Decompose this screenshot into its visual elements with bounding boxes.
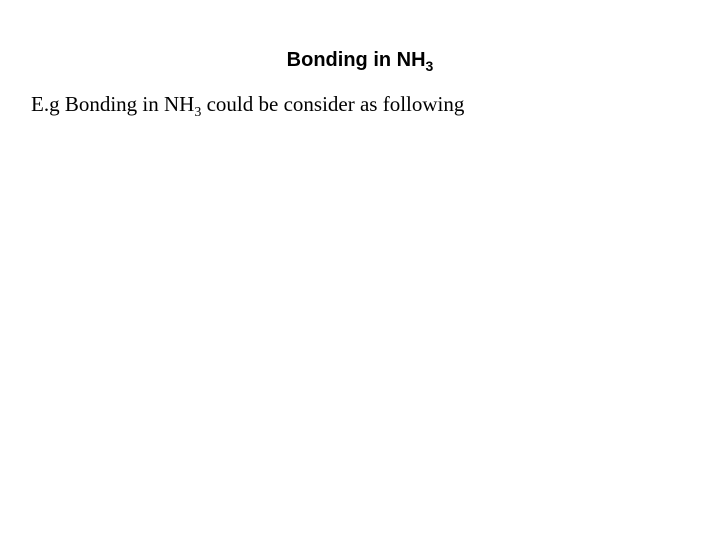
body-text-subscript: 3 <box>194 105 202 120</box>
body-text-after: could be consider as following <box>201 92 465 116</box>
body-paragraph <box>31 90 464 118</box>
slide-title-subscript: 3 <box>425 58 434 74</box>
body-text-before: E.g Bonding in NH <box>31 92 195 116</box>
slide-title <box>0 46 720 74</box>
slide-title-text: Bonding in NH <box>286 49 426 71</box>
